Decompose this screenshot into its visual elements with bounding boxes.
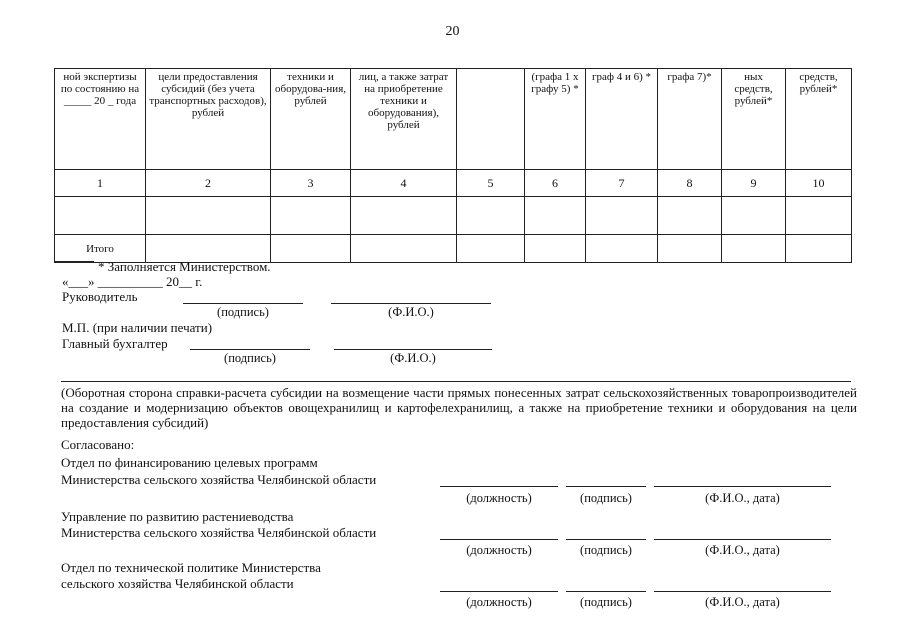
- position-line: [440, 486, 558, 487]
- column-number: 10: [786, 170, 852, 197]
- table-cell: [55, 197, 146, 235]
- head-name-caption: (Ф.И.О.): [388, 305, 434, 319]
- page-number: 20: [445, 24, 460, 39]
- approver-dept-line1: Отдел по технической политике Министерства: [61, 560, 321, 575]
- stamp-note: М.П. (при наличии печати): [62, 320, 213, 335]
- separator-rule: [61, 381, 851, 382]
- table-cell: [271, 235, 351, 263]
- approver-dept-line1: Отдел по финансированию целевых программ: [61, 455, 318, 470]
- accountant-signature-line: [190, 349, 310, 350]
- accountant-name-caption: (Ф.И.О.): [390, 351, 436, 365]
- name-date-line: [654, 591, 831, 592]
- column-header: средств, рублей*: [786, 69, 852, 170]
- head-label: Руководитель: [62, 289, 138, 304]
- column-number-row: [55, 170, 852, 197]
- reverse-side-note: (Оборотная сторона справки-расчета субсидии на возмещение части прямых понесенных затрат сельскохозяйственных товаропроизводителей на создание и модернизацию объектов овощехранилищ и картофелехранилищ, а также на приобретение техники и оборудования на цели предоставления субсидий): [61, 385, 857, 430]
- approver-dept-line2: Министерства сельского хозяйства Челябинской области: [61, 525, 377, 540]
- column-header: ной экспертизы по состоянию на _____ 20 _ года: [55, 69, 146, 170]
- table-cell: [658, 197, 722, 235]
- table-cell: [271, 197, 351, 235]
- column-header: техники и оборудова-ния, рублей: [271, 69, 351, 170]
- table-cell: [658, 235, 722, 263]
- name-date-caption: (Ф.И.О., дата): [705, 491, 780, 505]
- accountant-name-line: [334, 349, 492, 350]
- approver-dept-line2: сельского хозяйства Челябинской области: [61, 576, 294, 591]
- name-date-line: [654, 539, 831, 540]
- table-cell: [786, 197, 852, 235]
- position-caption: (должность): [466, 491, 532, 505]
- column-number: 9: [722, 170, 786, 197]
- column-number: 4: [351, 170, 457, 197]
- table-cell: [525, 235, 586, 263]
- footnote: * Заполняется Министерством.: [98, 259, 271, 274]
- column-number: 5: [457, 170, 525, 197]
- column-number: 6: [525, 170, 586, 197]
- signature-caption: (подпись): [580, 491, 632, 505]
- subsidy-table: [54, 68, 852, 263]
- total-label: Итого: [55, 235, 146, 263]
- column-header: цели предоставления субсидий (без учета транспортных расходов), рублей: [146, 69, 271, 170]
- column-header: (графа 1 х графу 5) *: [525, 69, 586, 170]
- footnote-rule: [54, 261, 94, 262]
- accountant-signature-caption: (подпись): [224, 351, 276, 365]
- signature-line: [566, 486, 646, 487]
- signature-line: [566, 591, 646, 592]
- signature-line: [566, 539, 646, 540]
- table-header-row: [55, 69, 852, 170]
- table-cell: [525, 197, 586, 235]
- signature-caption: (подпись): [580, 595, 632, 609]
- column-number: 3: [271, 170, 351, 197]
- column-header: лиц, а также затрат на приобретение техники и оборудования), рублей: [351, 69, 457, 170]
- position-caption: (должность): [466, 595, 532, 609]
- column-header: ных средств, рублей*: [722, 69, 786, 170]
- table-cell: [457, 197, 525, 235]
- table-cell: [457, 235, 525, 263]
- name-date-line: [654, 486, 831, 487]
- column-header: граф 4 и 6) *: [586, 69, 658, 170]
- position-line: [440, 539, 558, 540]
- column-number: 1: [55, 170, 146, 197]
- name-date-caption: (Ф.И.О., дата): [705, 543, 780, 557]
- table-cell: [351, 235, 457, 263]
- table-cell: [586, 197, 658, 235]
- approver-dept-line2: Министерства сельского хозяйства Челябинской области: [61, 472, 377, 487]
- column-header: графа 7)*: [658, 69, 722, 170]
- column-number: 2: [146, 170, 271, 197]
- table-cell: [146, 197, 271, 235]
- signature-caption: (подпись): [580, 543, 632, 557]
- head-signature-line: [183, 303, 303, 304]
- head-signature-caption: (подпись): [217, 305, 269, 319]
- name-date-caption: (Ф.И.О., дата): [705, 595, 780, 609]
- approver-dept-line1: Управление по развитию растениеводства: [61, 509, 294, 524]
- accountant-label: Главный бухгалтер: [62, 336, 168, 351]
- table-cell: [786, 235, 852, 263]
- table-cell: [722, 197, 786, 235]
- position-line: [440, 591, 558, 592]
- table-cell: [722, 235, 786, 263]
- column-number: 7: [586, 170, 658, 197]
- agreed-label: Согласовано:: [61, 437, 135, 452]
- table-row: [55, 197, 852, 235]
- table-cell: [351, 197, 457, 235]
- position-caption: (должность): [466, 543, 532, 557]
- table-cell: [586, 235, 658, 263]
- column-header: [457, 69, 525, 170]
- head-name-line: [331, 303, 491, 304]
- column-number: 8: [658, 170, 722, 197]
- date-line: «___» __________ 20__ г.: [62, 274, 203, 289]
